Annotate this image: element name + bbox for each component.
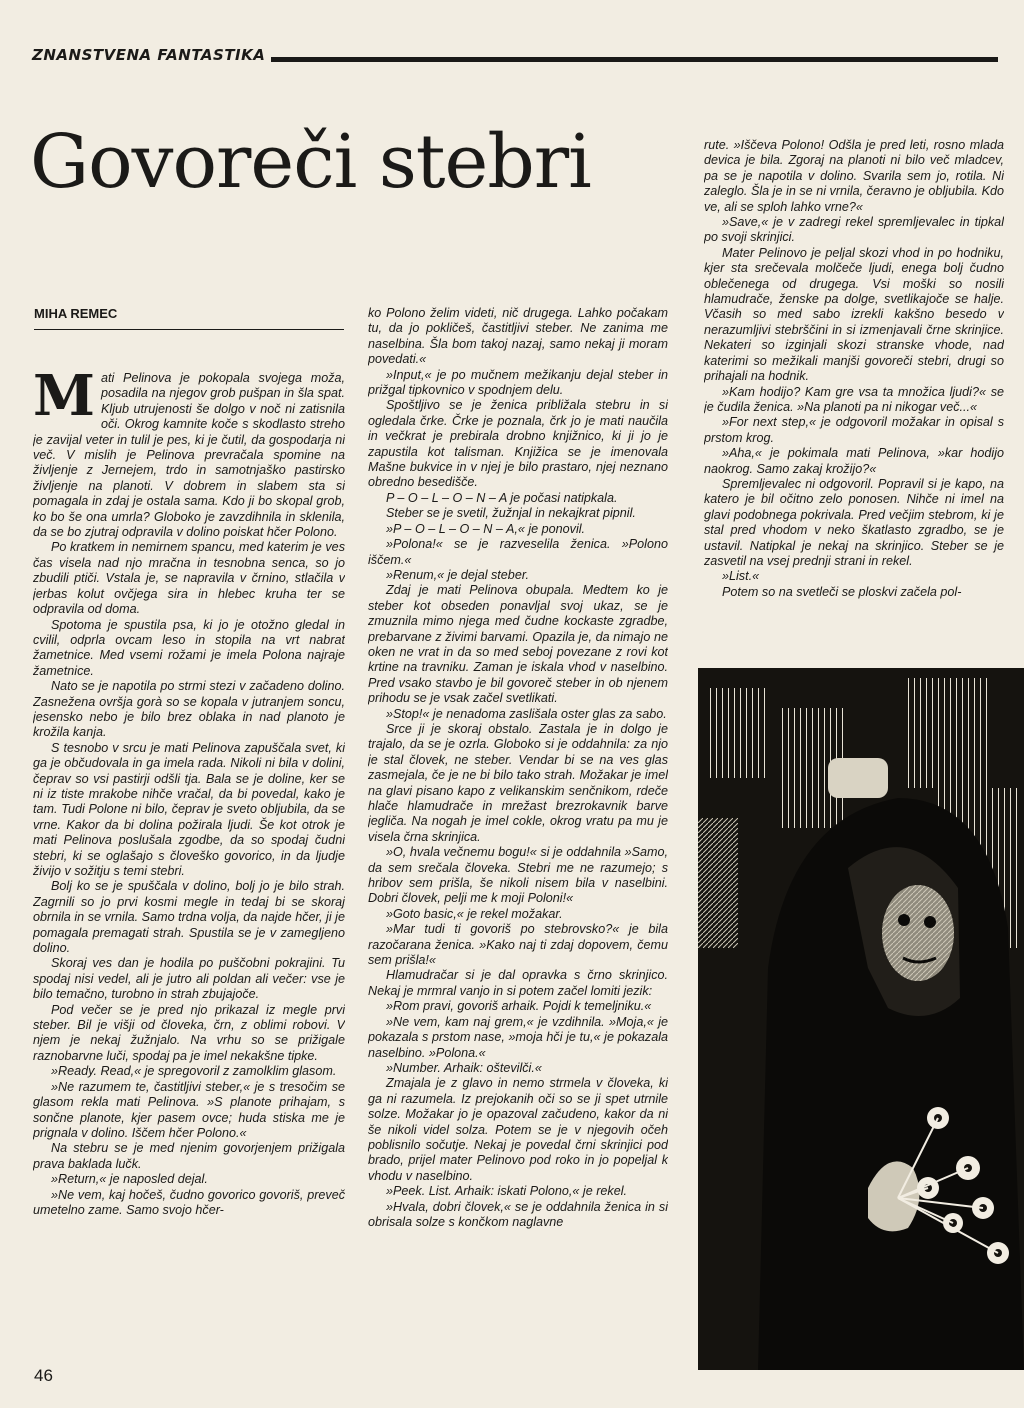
building-shape <box>708 688 768 778</box>
paragraph: »Mar tudi ti govoriš po stebrovsko?« je bila razočarana ženica. »Kako naj ti zdaj dopovem, čemu sem prišla!« <box>368 922 668 968</box>
text-column-3 <box>704 138 1004 654</box>
paragraph: S tesnobo v srcu je mati Pelinova zapuščala svet, ki ga je občudovala in ga imela rada. Nikoli ni bila v dolini, čeprav so vsi pastirji odšli tja. Bala se je doline, ker se ni iz tiste mrakobe nihče vračal, da bi povedal, kako je tam. Tudi Polone ni bilo, čeprav je sveto obljubila, da se vrne. Kakor da bi dolina požirala ljudi. Še kot otrok je mati Pelinova poslušala zgodbe, da so spodaj čudni stebri, ki se oglašajo s človeško govorico, in da ljudje živijo v sožitju s temi stebri. <box>33 740 345 878</box>
paragraph: »Goto basic,« je rekel možakar. <box>386 906 563 921</box>
article-title: Govoreči stebri <box>30 119 591 205</box>
paragraph: »Return,« je naposled dejal. <box>51 1172 208 1187</box>
paragraph: Spoštljivo se je ženica približala stebru in si ogledala črke. Črke je poznala, črk jo je mati naučila in večkrat je prebirala drobno knjižnico, ki ji jo je zapustila kot talisman. Knjižica se je imenovala Mašne bukvice in v njej je bilo prastaro, njej neznano obredno besedišče. <box>368 398 668 490</box>
paragraph: Srce ji je skoraj obstalo. Zastala je in dolgo je trajalo, da se je ozrla. Globoko si je oddahnila: za njo je stal človek, ne steber. Vendar bi se na ves glas zasmejala, če je ne bi bilo tako strah. Možakar je imel na glavi pisano kapo z velikanskim senčnikom, rdeče hlače hlamudrače in mrežast brezrokavnik barve jegliča. Na nogah je imel cokle, okrog vratu pa mu je visela črna skrinjica. <box>368 721 668 844</box>
eye-shape <box>898 914 910 926</box>
paragraph: »Ne razumem te, častitljivi steber,« je s tresočim se glasom rekla mati Pelinova. »S planote prihajam, s sončne planote, kjer pasem ovce; huda stiska me je prignala v dolino. Iščem hčer Polono.« <box>33 1079 345 1140</box>
paragraph: Na stebru se je med njenim govorjenjem prižigala prava baklada lučk. <box>33 1141 345 1171</box>
paragraph: Spremljevalec ni odgovoril. Popravil si je kapo, na katero je bil očitno zelo ponosen. Nihče ni imel na glavi podobnega pokrivala. Pred večjim stebrom, ki je stal pred vhodom v neko škatlasto zgradbo, se je ustavil. Natipkal je nekaj na skrinjico. Steber se je zasvetil na vsej prednji strani in rekel. <box>704 476 1004 568</box>
page-number: 46 <box>34 1366 53 1385</box>
paragraph: »P – O – L – O – N – A,« je ponovil. <box>386 521 586 536</box>
paragraph: P – O – L – O – N – A je počasi natipkala. <box>386 490 618 505</box>
paragraph: ko Polono želim videti, nič drugega. Lahko počakam tu, da jo pokličeš, častitljivi steber. Ne zanima me naselbina. Šla bom takoj nazaj, samo nekaj ji moram povedati.« <box>368 306 668 367</box>
paragraph: Skoraj ves dan je hodila po puščobni pokrajini. Tu spodaj nisi vedel, ali je jutro ali poldan ali večer: vse je bilo temačno, turobno in strah zbujajoče. <box>33 956 345 1002</box>
illustration-art <box>698 668 1024 1370</box>
paragraph: »Number. Arhaik: oštevilči.« <box>386 1060 542 1075</box>
paragraph: »Hvala, dobri človek,« se je oddahnila ženica in si obrisala solze s končkom naglavne <box>368 1199 668 1229</box>
paragraph: »Polona!« se je razveselila ženica. »Polono iščem.« <box>368 537 668 567</box>
paragraph: »Peek. List. Arhaik: iskati Polono,« je rekel. <box>386 1184 628 1199</box>
paragraph: »Ready. Read,« je spregovoril z zamolklim glasom. <box>51 1064 337 1079</box>
paragraph: »Input,« je po mučnem mežikanju dejal steber in prižgal tipkovnico v spodnjem delu. <box>368 367 668 398</box>
paragraph: Zmajala je z glavo in nemo strmela v človeka, ki ga ni razumela. Iz prejokanih oči so se ji spet utrnile solze. Možakar jo je opazoval začudeno, kakor da ni še nikoli videl solza. Potem se je v njegovih očeh poblisnilo sočutje. Nekaj je povedal črni skrinjici pod brado, prijel mater Pelinovo pod roko in jo popeljal k vhodu v naselbino. <box>368 1076 668 1183</box>
paragraph: Zdaj je mati Pelinova obupala. Medtem ko je steber kot obseden ponavljal svoj ukaz, se je zmuznila mimo njega med čudne kockaste zgradbe, prebarvane z živimi barvami. Opazila je, da nimajo ne oken ne vrat in da so med seboj povezane z rovi kot krtine na travniku. Zaman je iskala vhod v naselbino. Pred vsako stavbo je bil govoreč steber in ob njenem prihodu se je vsak začel svetlikati. <box>368 583 668 706</box>
building-shape <box>908 678 988 788</box>
text-column-1 <box>33 371 345 1361</box>
paragraph: »For next step,« je odgovoril možakar in opisal s prstom krog. <box>704 415 1004 445</box>
text-column-2 <box>368 306 668 1368</box>
drop-cap: M <box>33 371 95 429</box>
paragraph: »Stop!« je nenadoma zaslišala oster glas za sabo. <box>386 706 667 721</box>
paragraph: »Kam hodijo? Kam gre vsa ta množica ljudi?« se je čudila ženica. »Na planoti pa ni nikogar več...« <box>704 384 1004 414</box>
paragraph: Bolj ko se je spuščala v dolino, bolj jo je bilo strah. Zagrnili so jo prvi kosmi megle in tedaj bi se skoraj obrnila in se vrnila. Samo trdna volja, da najde hčer, ji je pomagala premagati strah. Spustila se je v zamegljeno dolino. <box>33 879 345 956</box>
paragraph: »List.« <box>722 569 760 584</box>
story-illustration <box>698 668 1024 1370</box>
paragraph: »Rom pravi, govoriš arhaik. Pojdi k temeljniku.« <box>386 999 652 1014</box>
paragraph: Pod večer se je pred njo prikazal iz megle prvi steber. Bil je višji od človeka, črn, z oblimi robovi. V njem je nekaj žužnjalo. Na vrhu so se prižigale raznobarvne luči, spodaj pa je imel nekakšne tipke. <box>33 1002 345 1063</box>
paragraph: Spotoma je spustila psa, ki jo je otožno gledal in cvilil, odprla ovcam leso in stopila na vrt nabrat žametnice. Med vsemi rožami je imela Polona najraje žametnice. <box>33 617 345 678</box>
paragraph: Steber se je svetil, žužnjal in nekajkrat pipnil. <box>386 506 636 521</box>
pipe-shape <box>828 758 888 798</box>
eye-shape <box>924 916 936 928</box>
paragraph: Mater Pelinovo je peljal skozi vhod in po hodniku, kjer sta srečevala molčeče ljudi, enega bolj čudno oblečenega od drugega. Vsi moški so nosili hlamudrače, ženske pa dolge, svetlikajoče se halje. Včasih so med sabo izrekli kakšno besedo v nerazumljivi stebrščini in si izmenjavali črne skrinjice. Nekateri so izginjali skozi stranske vhode, nad katerimi so mežikali manjši govoreči stebri, drugi so prihajali na hodnik. <box>704 245 1004 384</box>
paragraph: Nato se je napotila po strmi stezi v začadeno dolino. Zasnežena ovršja gorà so se kopala v jutranjem soncu, jesensko nebo je bilo brez oblaka in nad planoto je krožila kanja. <box>33 679 345 740</box>
paragraph: Hlamudračar si je dal opravka s črno skrinjico. Nekaj je mrmral vanjo in si potem začel lomiti jezik: <box>368 968 668 998</box>
paragraph: rute. »Iščeva Polono! Odšla je pred leti, rosno mlada devica je bila. Zgoraj na planoti ni bilo več mladcev, pa se je napotila v dolino. Svarila sem jo, rotila. Ni zaleglo. Šla je in se ni vrnila, čeravno je obljubila. Kdo ve, ali se sploh lahko vrne?« <box>704 138 1004 214</box>
paragraph: »Aha,« je pokimala mati Pelinova, »kar hodijo naokrog. Samo zakaj krožijo?« <box>704 446 1004 476</box>
paragraph: »Ne vem, kam naj grem,« je vzdihnila. »Moja,« je pokazala s prstom nase, »moja hči je tu,« je pokazala naselbino. »Polona.« <box>368 1014 668 1060</box>
paragraph: Potem so na svetleči se ploskvi začela pol- <box>722 584 962 599</box>
section-title: ZNANSTVENA FANTASTIKA <box>32 44 271 66</box>
paragraph: Po kratkem in nemirnem spancu, med katerim je ves čas visela nad njo mračna in tesnobna senca, so jo zbudili ptiči. Vstala je, se napravila v črnino, stlačila v jerbas kolut ovčjega sira in hlebec kruha ter se odpravila od doma. <box>33 540 345 617</box>
paragraph: »Renum,« je dejal steber. <box>386 567 530 582</box>
paragraph: »Ne vem, kaj hočeš, čudno govorico govoriš, preveč umetelno zame. Samo svojo hčer- <box>33 1187 345 1217</box>
building-shape <box>698 818 738 948</box>
paragraph: »Save,« je v zadregi rekel spremljevalec in tipkal po svoji skrinjici. <box>704 215 1004 245</box>
paragraph: ati Pelinova je pokopala svojega moža, posadila na njegov grob pušpan in šla spat. Kljub utrujenosti še dolgo v noč ni zatisnila oči. Okrog kamnite koče s skodlasto streho je zavijal veter in tulil je pes, ki je čutil, da gospodarja ni več. V mislih je Pelinova prevračala spomine na življenje z Jernejem, trdo in samotnjaško pastirsko življenje na planoti. V dobrem in slabem sta si pomagala in zdaj je ostala sama. Kdo ji bo skopal grob, ko bo še ona umrla? Globoko je zavzdihnila in sklenila, da se bo zjutraj odpravila v dolino poiskat hčer Polono. <box>33 371 345 540</box>
paragraph: »O, hvala večnemu bogu!« si je oddahnila »Samo, da sem srečala človeka. Stebri me ne razumejo; s hribov sem prišla, še nikoli nisem bila v naselbini. Dobri človek, pelji me k moji Poloni!« <box>368 845 668 906</box>
face-shading <box>882 885 954 981</box>
article-author: MIHA REMEC <box>34 306 344 330</box>
section-header <box>32 44 998 66</box>
